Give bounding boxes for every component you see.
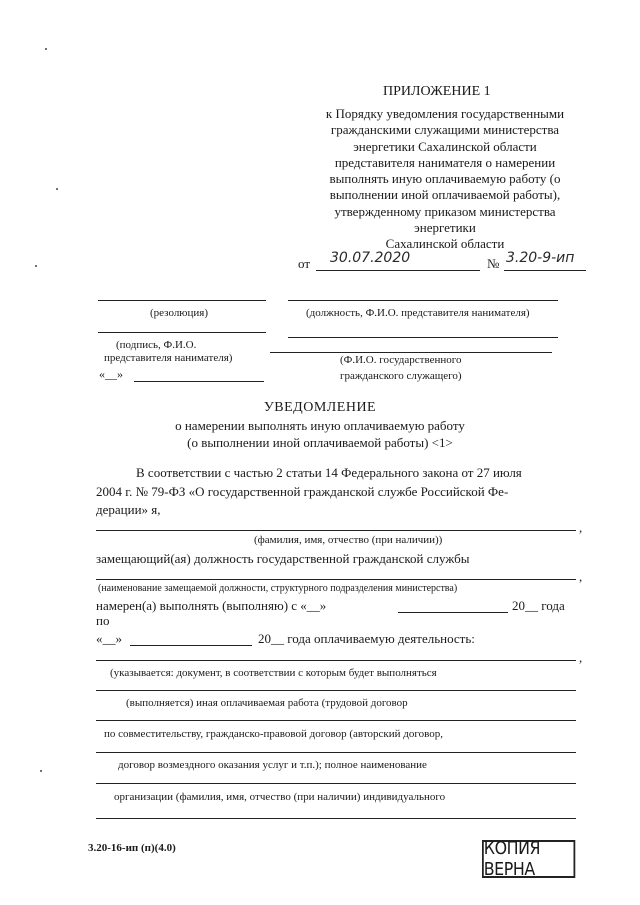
- end-quote: «__»: [96, 631, 122, 646]
- comma: ,: [579, 569, 583, 584]
- signature-caption-2: представителя нанимателя): [104, 352, 233, 364]
- employee-caption-2: гражданского служащего): [340, 370, 462, 382]
- employee-line: [288, 337, 558, 338]
- signature-date-line: [134, 381, 264, 382]
- appendix-line: энергетики: [414, 220, 476, 236]
- certified-copy-stamp: КОПИЯ ВЕРНА: [482, 840, 575, 878]
- activity-note-3: по совместительству, гражданско-правовой договор (авторский договор,: [104, 728, 443, 740]
- signature-caption-1: (подпись, Ф.И.О.: [116, 339, 197, 351]
- activity-line: [96, 783, 576, 784]
- notice-title: УВЕДОМЛЕНИЕ: [263, 400, 377, 415]
- date-line: [316, 270, 480, 271]
- position-caption: (должность, Ф.И.О. представителя нанимателя): [306, 307, 530, 319]
- appendix-line: Сахалинской области: [385, 236, 505, 252]
- body-line-2: 2004 г. № 79-ФЗ «О государственной гражданской службе Российской Фе-: [96, 484, 509, 499]
- position-text: замещающий(ая) должность государственной гражданской службы: [96, 551, 470, 566]
- scan-speck: [40, 770, 42, 772]
- intend-text: намерен(а) выполнять (выполняю) с «__»: [96, 598, 327, 613]
- comma: ,: [579, 650, 583, 665]
- appendix-line: выполнять иную оплачиваемую работу (о: [329, 171, 561, 187]
- po-label: по: [96, 613, 110, 628]
- employee-line-2: [270, 352, 552, 353]
- order-date-handwritten: 30.07.2020: [330, 250, 411, 266]
- order-number-handwritten: 3.20-9-ип: [506, 250, 575, 266]
- notice-subtitle-2: (о выполнении иной оплачиваемой работы) <1>: [187, 435, 453, 450]
- start-date-line: [398, 612, 508, 613]
- activity-line: [96, 660, 576, 661]
- scan-speck: [35, 265, 37, 267]
- signature-line: [98, 332, 266, 333]
- activity-line: [96, 720, 576, 721]
- appendix-line: энергетики Сахалинской области: [353, 138, 537, 154]
- activity-line: [96, 690, 576, 691]
- scan-speck: [56, 188, 58, 190]
- body-line-3: дерации» я,: [96, 502, 161, 517]
- activity-line: [96, 752, 576, 753]
- resolution-caption: (резолюция): [150, 307, 209, 319]
- number-label: №: [487, 256, 500, 271]
- end-date-line: [130, 645, 252, 646]
- from-label: от: [298, 256, 311, 271]
- appendix-subtitle: [300, 106, 590, 253]
- position-name-caption: (наименование замещаемой должности, структурного подразделения министерства): [98, 583, 458, 594]
- number-line: [504, 270, 586, 271]
- fio-line: [96, 530, 576, 531]
- appendix-line: гражданскими служащими министерства: [330, 122, 560, 138]
- activity-note-1: (указывается: документ, в соответствии с которым будет выполняться: [110, 667, 437, 679]
- position-name-line: [96, 579, 576, 580]
- position-line: [288, 300, 558, 301]
- activity-note-5: организации (фамилия, имя, отчество (при наличии) индивидуального: [114, 791, 446, 803]
- appendix-title: ПРИЛОЖЕНИЕ 1: [383, 84, 491, 99]
- document-code: 3.20-16-ип (п)(4.0): [88, 842, 176, 854]
- notice-subtitle-1: о намерении выполнять иную оплачиваемую работу: [175, 418, 465, 433]
- comma: ,: [579, 520, 583, 535]
- appendix-line: к Порядку уведомления государственными: [325, 106, 565, 121]
- activity-note-4: договор возмездного оказания услуг и т.п.); полное наименование: [118, 759, 427, 771]
- fio-caption: (фамилия, имя, отчество (при наличии)): [254, 534, 443, 546]
- employee-caption-1: (Ф.И.О. государственного: [340, 354, 462, 366]
- activity-note-2: (выполняется) иная оплачиваемая работа (трудовой договор: [126, 697, 408, 709]
- end-year-text: 20__ года оплачиваемую деятельность:: [258, 631, 475, 646]
- appendix-line: выполнении иной оплачиваемой работы),: [329, 187, 561, 203]
- scan-speck: [45, 48, 47, 50]
- start-year: 20__ года: [512, 598, 565, 613]
- body-line-1: В соответствии с частью 2 статьи 14 Федерального закона от 27 июля: [136, 465, 522, 480]
- appendix-line: представителя нанимателя о намерении: [334, 154, 556, 170]
- resolution-line: [98, 300, 266, 301]
- appendix-line: утвержденному приказом министерства: [334, 203, 556, 219]
- date-quote: «__»: [99, 367, 123, 381]
- activity-line: [96, 818, 576, 819]
